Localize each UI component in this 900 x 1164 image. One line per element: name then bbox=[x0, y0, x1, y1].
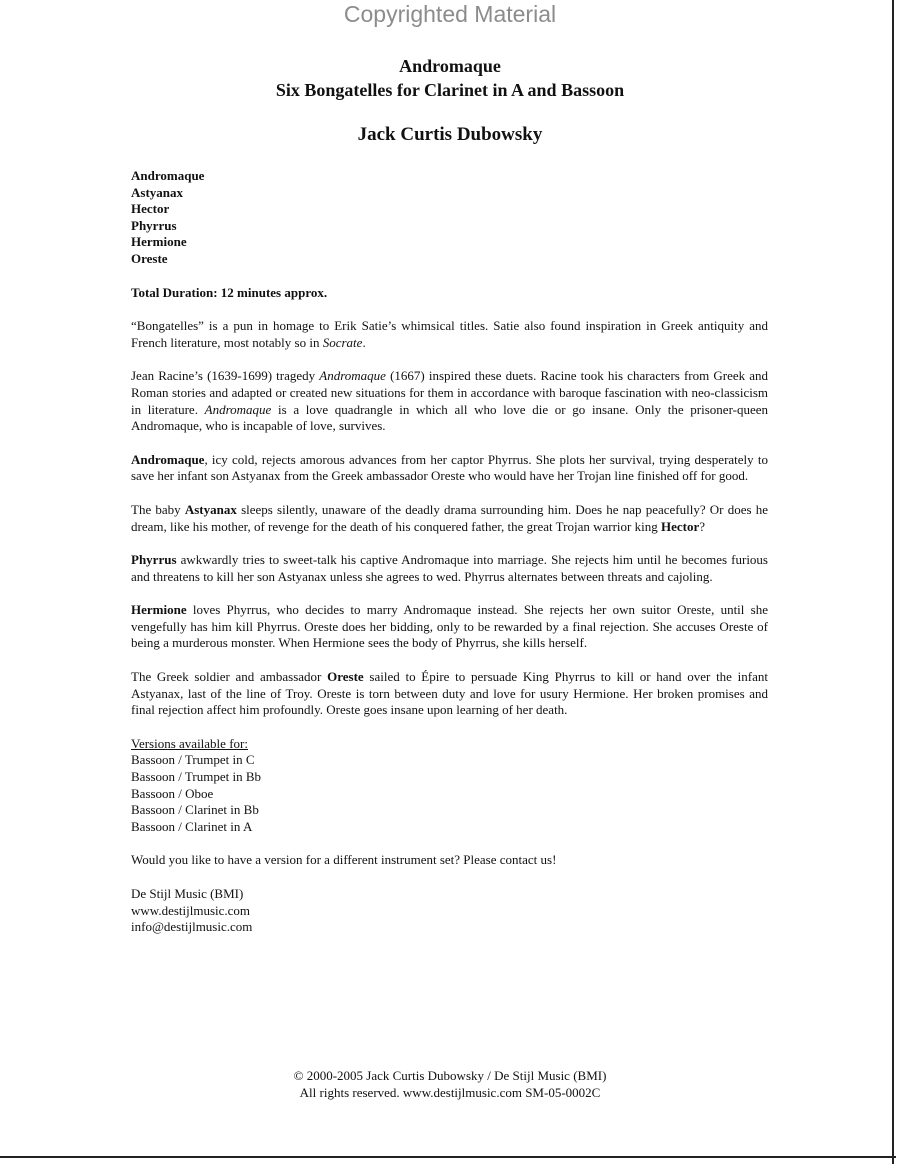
movement-list bbox=[131, 168, 768, 268]
total-duration: Total Duration: 12 minutes approx. bbox=[131, 284, 328, 300]
version-item: Bassoon / Clarinet in A bbox=[131, 818, 253, 834]
movement-item: Hector bbox=[131, 201, 170, 217]
movement-item: Astyanax bbox=[131, 184, 184, 200]
version-item: Bassoon / Trumpet in C bbox=[131, 752, 255, 768]
copyright-line: © 2000-2005 Jack Curtis Dubowsky / De Stijl Music (BMI) bbox=[293, 1068, 607, 1083]
version-item: Bassoon / Oboe bbox=[131, 785, 214, 801]
page-border-right bbox=[892, 0, 894, 1164]
page-border-bottom bbox=[0, 1156, 896, 1158]
contact-prompt: Would you like to have a version for a different instrument set? Please contact us! bbox=[131, 852, 557, 868]
paragraph-racine: Jean Racine’s (1639-1699) tragedy Andromaque (1667) inspired these duets. Racine took his characters from Greek and Roman stories and adapted or created new situations for them in accordance with baroque fascination with neo-classicism in literature. Andromaque is a love quadrangle in which all who love die or go insane. Only the prisoner-queen Andromaque, who is incapable of love, survives. bbox=[131, 368, 769, 434]
paragraph-hermione: Hermione loves Phyrrus, who decides to marry Andromaque instead. She rejects her own suitor Oreste, until she vengefully has him kill Phyrrus. Oreste does her bidding, only to be rewarded by a final rejection. She accuses Oreste of being a murderous monster. When Hermione sees the body of Phyrrus, she kills herself. bbox=[131, 602, 768, 651]
work-subtitle: Six Bongatelles for Clarinet in A and Bassoon bbox=[275, 80, 625, 100]
movement-item: Phyrrus bbox=[131, 217, 177, 233]
document-body bbox=[131, 168, 768, 936]
paragraph-phyrrus: Phyrrus awkwardly tries to sweet-talk his captive Andromaque into marriage. She rejects him until he becomes furious and threatens to kill her son Astyanax unless she agrees to wed. Phyrrus alternates between threats and cajoling. bbox=[131, 552, 768, 584]
publisher-website[interactable]: www.destijlmusic.com bbox=[131, 902, 251, 918]
movement-item: Hermione bbox=[131, 234, 187, 250]
paragraph-astyanax: The baby Astyanax sleeps silently, unaware of the deadly drama surrounding him. Does he nap peacefully? Or does he dream, like his mother, of revenge for the death of his conquered father, the great Trojan warrior king Hector? bbox=[131, 501, 768, 534]
movement-item: Andromaque bbox=[131, 168, 205, 183]
paragraph-andromaque: Andromaque, icy cold, rejects amorous advances from her captor Phyrrus. She plots her survival, trying desperately to save her infant son Astyanax from the Greek ambassador Oreste who would have her Trojan line finished off for good. bbox=[131, 451, 768, 484]
rights-line: All rights reserved. www.destijlmusic.com SM-05-0002C bbox=[299, 1084, 601, 1100]
paragraph-bongatelles: “Bongatelles” is a pun in homage to Erik Satie’s whimsical titles. Satie also found inspiration in Greek antiquity and French literature, most notably so in Socrate. bbox=[131, 318, 768, 350]
movement-item: Oreste bbox=[131, 250, 168, 266]
paragraph-oreste: The Greek soldier and ambassador Oreste sailed to Épire to persuade King Phyrrus to kill or hand over the infant Astyanax, last of the line of Troy. Oreste is torn between duty and love for usury Hermione. Her broken promises and final rejection affect him profoundly. Oreste goes insane upon learning of her death. bbox=[131, 669, 768, 718]
title-block bbox=[0, 54, 900, 102]
publisher-email[interactable]: info@destijlmusic.com bbox=[131, 919, 253, 935]
publisher-name: De Stijl Music (BMI) bbox=[131, 886, 244, 901]
version-item: Bassoon / Trumpet in Bb bbox=[131, 769, 262, 785]
version-item: Bassoon / Clarinet in Bb bbox=[131, 802, 259, 818]
versions-list bbox=[131, 736, 768, 836]
composer-name: Jack Curtis Dubowsky bbox=[357, 124, 543, 145]
publisher-info bbox=[131, 886, 768, 936]
versions-heading: Versions available for: bbox=[131, 735, 248, 751]
work-title: Andromaque bbox=[399, 56, 501, 76]
copyright-footer bbox=[0, 1068, 900, 1101]
copyright-watermark: Copyrighted Material bbox=[343, 1, 557, 27]
